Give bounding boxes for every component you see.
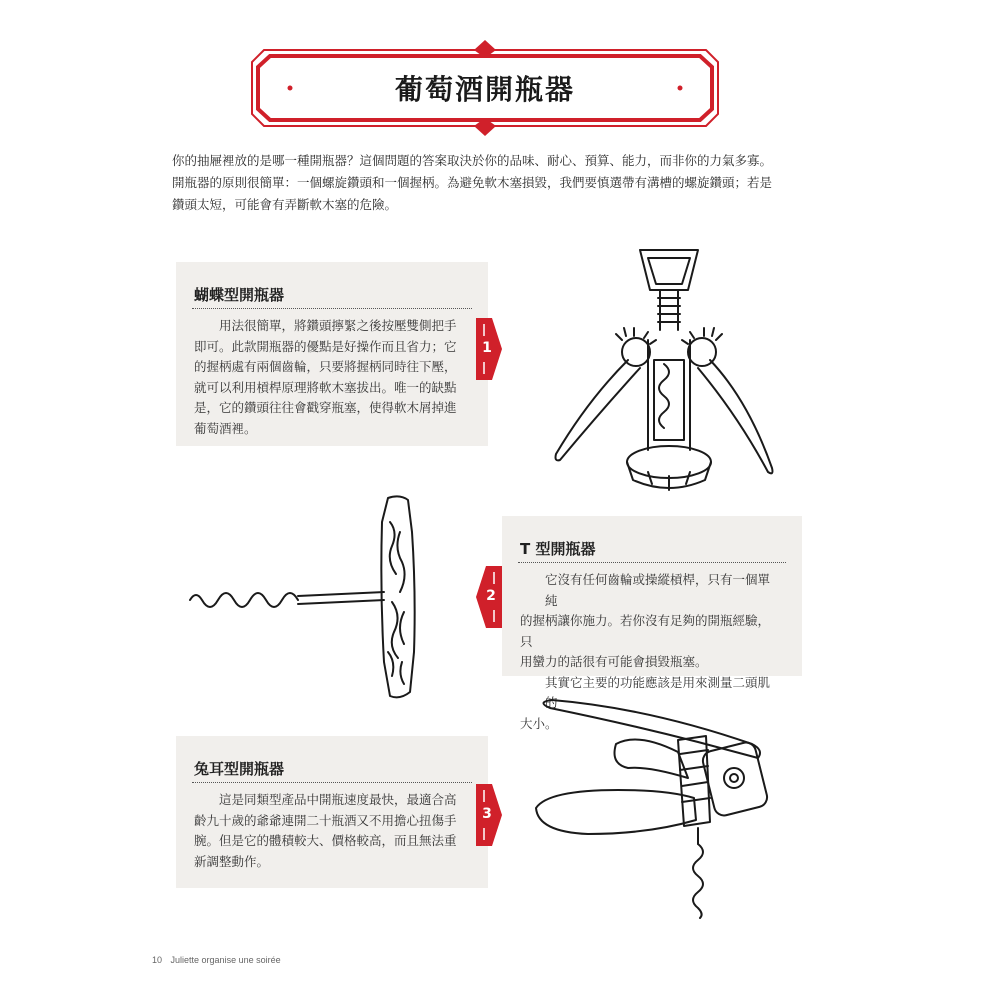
intro-line: 鑽頭太短，可能會有弄斷軟木塞的危險。 <box>172 197 398 212</box>
butterfly-corkscrew-card <box>176 262 488 446</box>
card-line: 用法很簡單，將鑽頭擰緊之後按壓雙側把手 <box>219 318 457 333</box>
t-corkscrew-illustration <box>178 492 438 704</box>
card-line: 的握柄讓你施力。若你沒有足夠的開瓶經驗，只 <box>520 613 771 649</box>
rabbit-corkscrew-card <box>176 736 488 888</box>
intro-line: 開瓶器的原則很簡單：一個螺旋鑽頭和一個握柄。為避免軟木塞損毀，我們要慎選帶有溝槽的螺旋鑽頭；若是 <box>172 175 773 190</box>
card-title: 兔耳型開瓶器 <box>194 760 285 778</box>
card-line: 是，它的鑽頭往往會戳穿瓶塞，使得軟木屑掉進 <box>194 400 457 415</box>
card-line: 就可以利用槓桿原理將軟木塞拔出。唯一的缺點 <box>194 379 457 395</box>
badge-number: 1 <box>482 340 492 356</box>
badge-number: 3 <box>482 806 492 822</box>
card-title: T 型開瓶器 <box>520 540 596 558</box>
page-number: 10 <box>152 955 163 965</box>
number-badge-3 <box>476 784 502 846</box>
card-line: 用蠻力的話很有可能會損毀瓶塞。 <box>520 654 708 669</box>
dotted-divider <box>518 562 786 563</box>
card-line: 齡九十歲的爺爺連開二十瓶酒又不用擔心扭傷手 <box>194 812 457 828</box>
butterfly-corkscrew-illustration <box>548 240 778 500</box>
dotted-divider <box>192 782 472 783</box>
card-title: 蝴蝶型開瓶器 <box>194 286 285 304</box>
card-line: 即可。此款開瓶器的優點是好操作而且省力；它 <box>194 338 457 354</box>
card-line: 它沒有任何齒輪或操縱槓桿，只有一個單純 <box>545 572 771 608</box>
card-body <box>194 316 464 439</box>
number-badge-2 <box>476 566 502 628</box>
card-line: 葡萄酒裡。 <box>194 420 257 436</box>
dotted-divider <box>192 308 472 309</box>
page-footer <box>152 955 281 965</box>
card-line: 其實它主要的功能應該是用來測量二頭肌的 <box>545 674 771 710</box>
number-badge-1 <box>476 318 502 380</box>
card-line: 的握柄處有兩個齒輪，只要將握柄同時往下壓， <box>194 359 457 374</box>
title-banner <box>250 40 720 136</box>
card-line: 腕。但是它的體積較大、價格較高，而且無法重 <box>194 833 457 848</box>
badge-number: 2 <box>486 588 496 604</box>
intro-paragraph <box>172 150 812 216</box>
card-line: 大小。 <box>520 715 558 731</box>
intro-line: 你的抽屜裡放的是哪一種開瓶器？這個問題的答案取決於你的品味、耐心、預算、能力，而非你的力氣多寡。 <box>172 153 773 168</box>
card-line: 新調整動作。 <box>194 853 270 869</box>
rabbit-corkscrew-illustration <box>528 694 798 930</box>
book-title: Juliette organise une soirée <box>170 955 281 965</box>
card-body <box>194 790 464 872</box>
t-corkscrew-card <box>502 516 802 731</box>
page-title: 葡萄酒開瓶器 <box>394 73 575 106</box>
card-line: 這是同類型產品中開瓶速度最快，最適合高 <box>219 792 457 807</box>
